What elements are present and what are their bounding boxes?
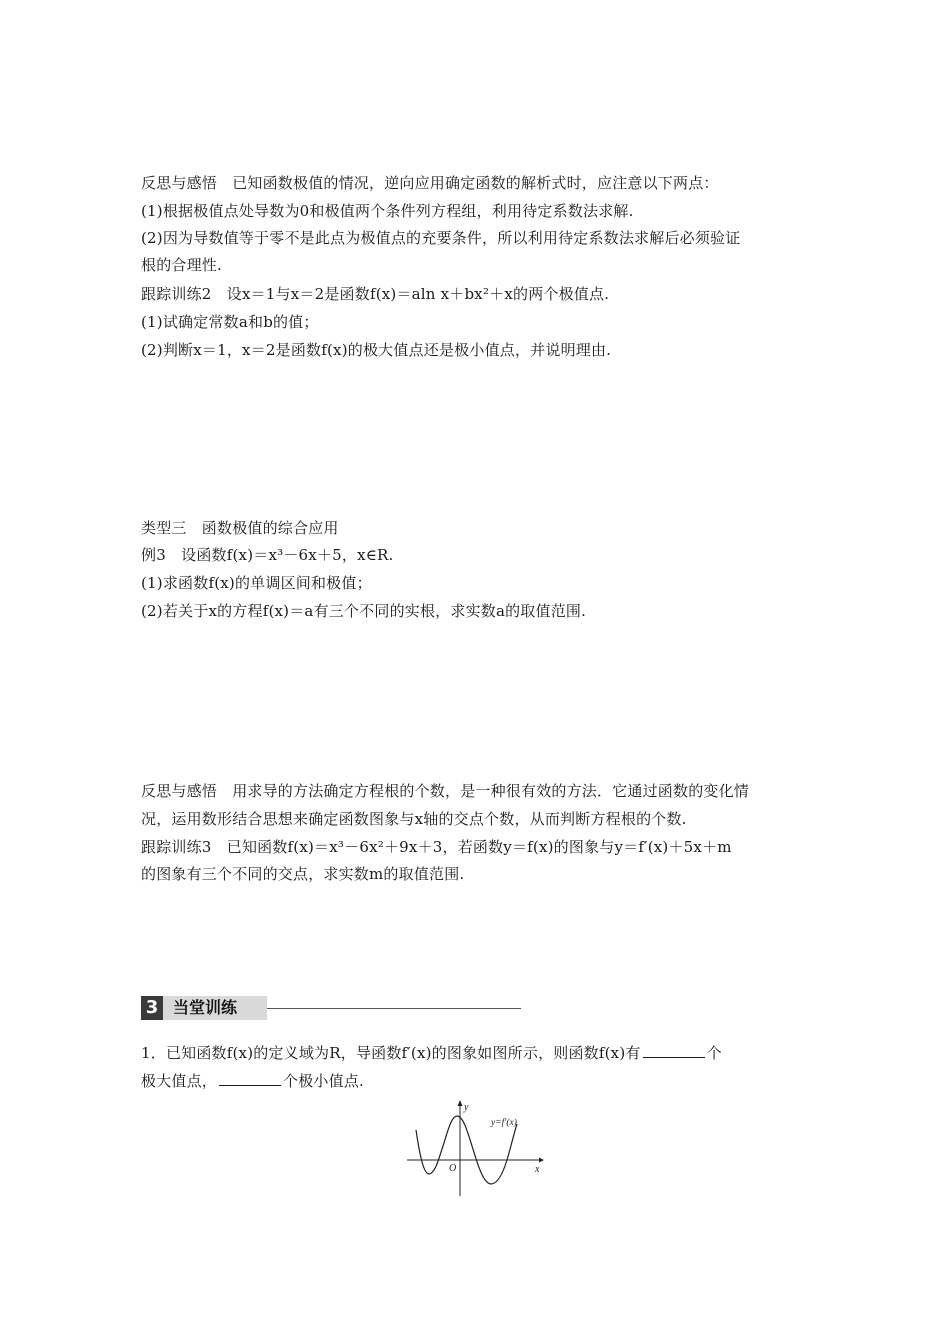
reflection1-line3: (2)因为导数值等于零不是此点为极值点的充要条件，所以利用待定系数法求解后必须验证 xyxy=(141,229,741,247)
derivative-graph xyxy=(405,1098,545,1198)
reflection2-line2: 况，运用数形结合思想来确定函数图象与x轴的交点个数，从而判断方程根的个数. xyxy=(141,810,687,828)
origin-label: O xyxy=(449,1163,457,1174)
reflection2-line1: 反思与感悟 用求导的方法确定方程根的个数，是一种很有效的方法．它通过函数的变化情 xyxy=(141,782,750,800)
section-divider xyxy=(267,1008,521,1009)
section-header xyxy=(141,996,521,1020)
exercise2-line2: (1)试确定常数a和b的值； xyxy=(141,313,319,331)
problem1-text-a: 1．已知函数f(x)的定义域为R，导函数f′(x)的图象如图所示，则函数f(x)有 xyxy=(141,1044,641,1062)
exercise2-line3: (2)判断x＝1，x＝2是函数f(x)的极大值点还是极小值点，并说明理由. xyxy=(141,341,612,359)
answer-blank-maxima[interactable] xyxy=(643,1043,705,1058)
reflection1-line2: (1)根据极值点处导数为0和极值两个条件列方程组，利用待定系数法求解. xyxy=(141,202,634,220)
type3-heading: 类型三 函数极值的综合应用 xyxy=(141,519,339,537)
reflection1-line1: 反思与感悟 已知函数极值的情况，逆向应用确定函数的解析式时，应注意以下两点： xyxy=(141,174,719,192)
answer-blank-minima[interactable] xyxy=(219,1071,281,1086)
y-axis-arrow xyxy=(458,1100,463,1106)
example3-question2: (2)若关于x的方程f(x)＝a有三个不同的实根，求实数a的取值范围. xyxy=(141,602,587,620)
x-axis-label: x xyxy=(535,1164,540,1175)
problem1-line1 xyxy=(141,1042,821,1064)
curve-label: y=f′(x) xyxy=(491,1118,517,1128)
section-title: 当堂训练 xyxy=(163,996,267,1020)
problem1-text-b: 个 xyxy=(706,1044,722,1062)
section-number: 3 xyxy=(141,996,163,1020)
problem1-text-d: 个极小值点. xyxy=(283,1072,364,1090)
x-axis-arrow xyxy=(539,1158,544,1163)
example3-question1: (1)求函数f(x)的单调区间和极值； xyxy=(141,574,372,592)
exercise2-line1: 跟踪训练2 设x＝1与x＝2是函数f(x)＝aln x＋bx²＋x的两个极值点. xyxy=(141,285,610,303)
exercise3-line2: 的图象有三个不同的交点，求实数m的取值范围. xyxy=(141,865,465,883)
problem1-text-c: 极大值点， xyxy=(141,1072,218,1090)
example3-statement: 例3 设函数f(x)＝x³－6x＋5，x∈R. xyxy=(141,546,394,564)
exercise3-line1: 跟踪训练3 已知函数f(x)＝x³－6x²＋9x＋3，若函数y＝f(x)的图象与y＝f′(x)＋5x＋m xyxy=(141,838,732,856)
reflection1-line4: 根的合理性. xyxy=(141,256,222,274)
y-axis-label: y xyxy=(464,1102,469,1113)
problem1-line2 xyxy=(141,1070,821,1092)
